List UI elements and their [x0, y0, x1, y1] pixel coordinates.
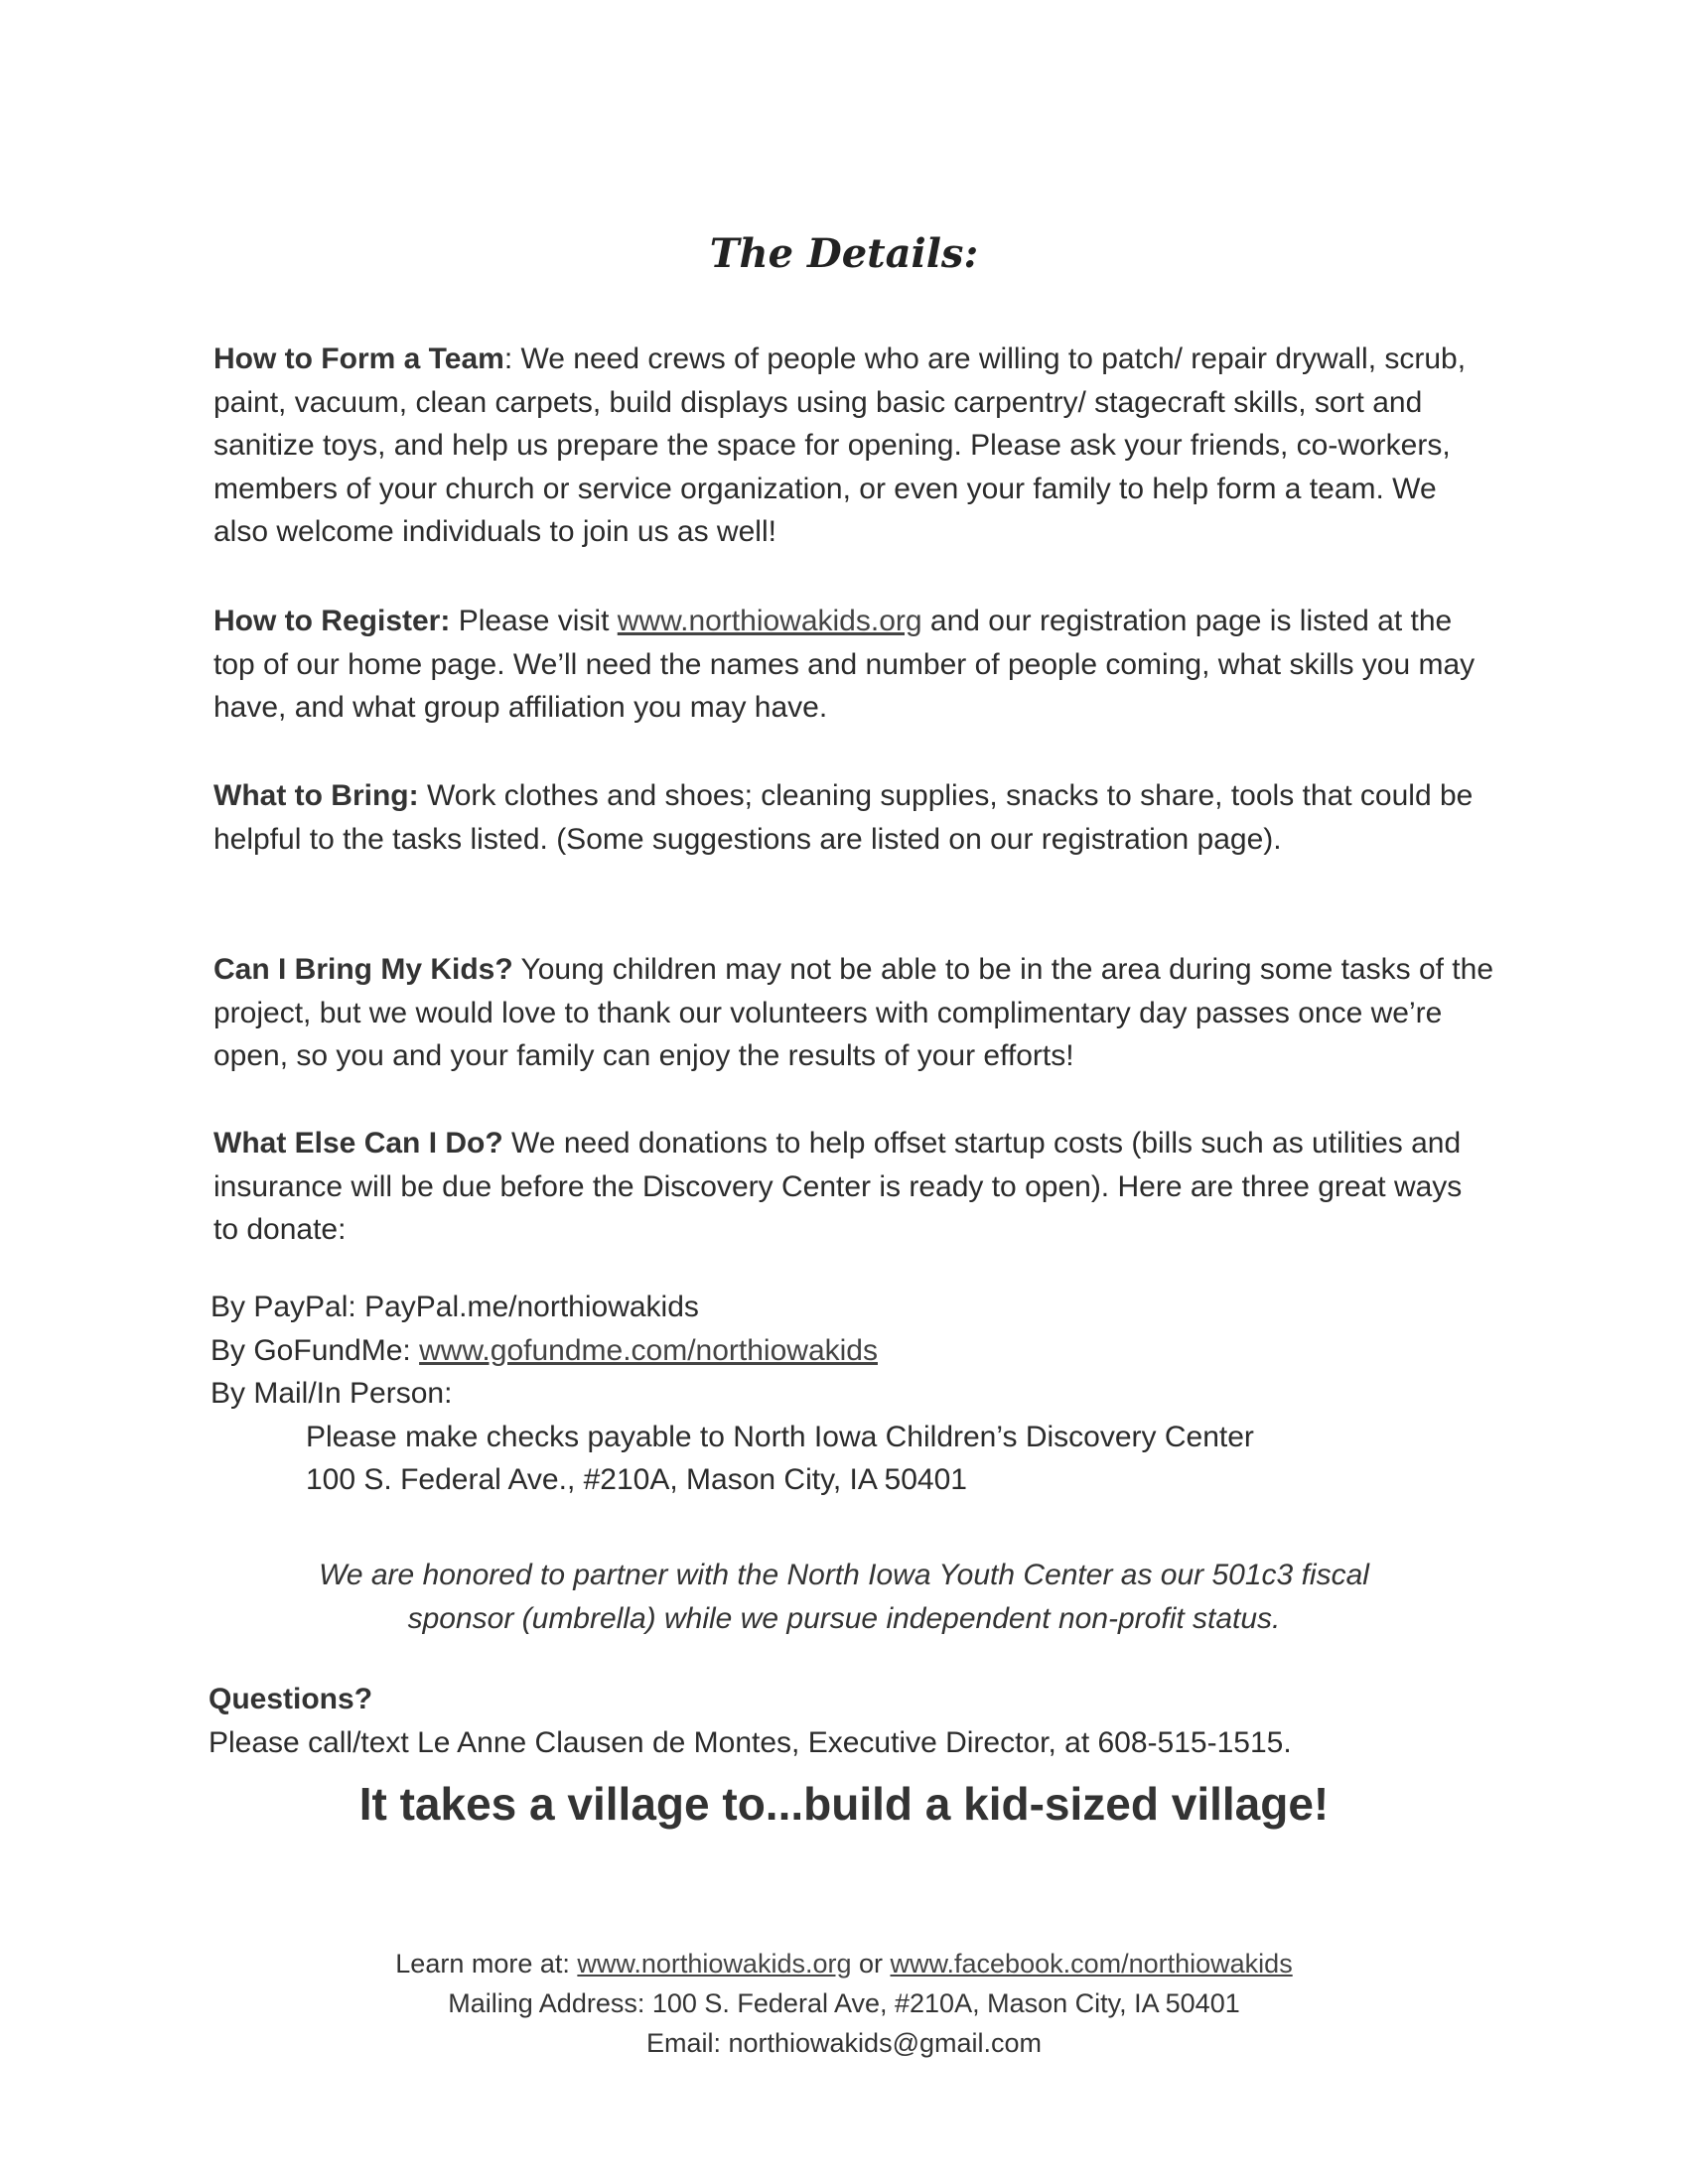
donate-list: [211, 1286, 1491, 1502]
footer: [0, 1944, 1688, 2063]
partner-note-line2: sponsor (umbrella) while we pursue independent non-profit status.: [407, 1602, 1281, 1635]
register-text-before: Please visit: [450, 605, 618, 637]
register-text-after: and our registration page is listed at the top of our home page. We’ll need the names and number of people coming, what skills you may have, and what group affiliation you may have.: [213, 605, 1476, 724]
section-register: [213, 600, 1494, 730]
footer-or: or: [851, 1949, 891, 1979]
section-else: [213, 1122, 1494, 1252]
footer-learn-more: [0, 1944, 1688, 1983]
gofundme-link[interactable]: www.gofundme.com/northiowakids: [419, 1333, 878, 1367]
section-bring: [213, 774, 1494, 861]
kids-text: Young children may not be able to be in the area during some tasks of the project, but we would love to thank our volunteers with complimentary day passes once we’re open, so you and your family can enjoy the results of your efforts!: [213, 953, 1494, 1072]
else-text: We need donations to help offset startup costs (bills such as utilities and insurance will be due before the Discovery Center is ready to open). Here are three great ways to donate:: [213, 1127, 1463, 1246]
questions-label: Questions?: [209, 1683, 373, 1715]
bring-text: Work clothes and shoes; cleaning supplies, snacks to share, tools that could be helpful to the tasks listed. (Some suggestions are listed on our registration page).: [213, 779, 1474, 856]
donate-mail-label: By Mail/In Person:: [211, 1377, 453, 1410]
questions-text: Please call/text Le Anne Clausen de Montes, Executive Director, at 608-515-1515.: [209, 1725, 1292, 1759]
section-kids: [213, 948, 1494, 1078]
footer-learn-prefix: Learn more at:: [395, 1949, 578, 1979]
donate-gofundme: [211, 1329, 1491, 1373]
form-team-label: How to Form a Team: [213, 342, 504, 375]
partner-note: [0, 1554, 1688, 1641]
register-label: How to Register:: [213, 605, 451, 637]
kids-label: Can I Bring My Kids?: [213, 953, 513, 986]
slogan: It takes a village to...build a kid-sized village!: [358, 1778, 1330, 1830]
donate-mail-address: 100 S. Federal Ave., #210A, Mason City, IA 50401: [306, 1463, 967, 1496]
questions-section: [209, 1678, 1499, 1764]
bring-label: What to Bring:: [213, 779, 419, 812]
form-team-text: : We need crews of people who are willing to patch/ repair drywall, scrub, paint, vacuum, clean carpets, build displays using basic carpentry/ stagecraft skills, sort and sanitize toys, and help us prepare the space for opening. Please ask your friends, co-workers, members of your church or service organization, or even your family to help form a team. We also welcome individuals to join us as well!: [213, 342, 1467, 548]
footer-email: Email: northiowakids@gmail.com: [645, 2028, 1043, 2058]
donate-mail-payable: Please make checks payable to North Iowa Children’s Discovery Center: [306, 1420, 1254, 1453]
gofundme-label: By GoFundMe:: [211, 1333, 420, 1367]
partner-note-line1: We are honored to partner with the North Iowa Youth Center as our 501c3 fiscal: [319, 1559, 1369, 1591]
register-website-link[interactable]: www.northiowakids.org: [617, 605, 922, 637]
footer-facebook-link[interactable]: www.facebook.com/northiowakids: [890, 1949, 1293, 1979]
page-title: The Details:: [709, 230, 979, 277]
footer-website-link[interactable]: www.northiowakids.org: [577, 1949, 852, 1979]
section-form-team: [213, 338, 1494, 554]
donate-paypal: By PayPal: PayPal.me/northiowakids: [211, 1291, 699, 1323]
footer-mailing-address: Mailing Address: 100 S. Federal Ave, #210A, Mason City, IA 50401: [448, 1988, 1240, 2018]
else-label: What Else Can I Do?: [213, 1127, 503, 1160]
